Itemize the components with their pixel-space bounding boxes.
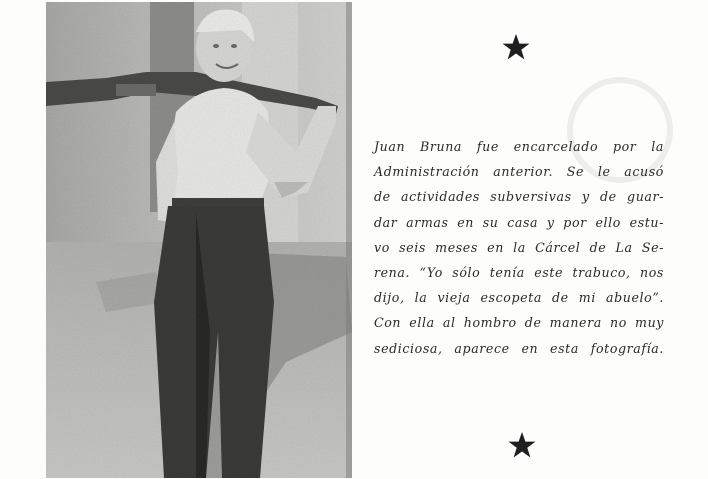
star-icon [502, 33, 530, 61]
caption-line: de actividades subversivas y de guar- [374, 189, 664, 205]
caption-line: Administración anterior. Se le acusó [374, 164, 664, 180]
caption-line: Juan Bruna fue encarcelado por la [374, 139, 664, 154]
man-with-shotgun-photo [46, 2, 352, 478]
photo-caption [374, 134, 664, 361]
caption-line: rena. “Yo sólo tenía este trabuco, nos [374, 264, 664, 280]
caption-line: vo seis meses en la Cárcel de La Se- [374, 239, 664, 255]
caption-line: sediciosa, aparece en esta fotografía. [374, 340, 664, 356]
star-icon [508, 431, 536, 459]
caption-line: Con ella al hombro de manera no muy [374, 315, 664, 331]
caption-line: dar armas en su casa y por ello estu- [374, 214, 664, 230]
caption-line: dijo, la vieja escopeta de mi abuelo”. [374, 290, 664, 306]
